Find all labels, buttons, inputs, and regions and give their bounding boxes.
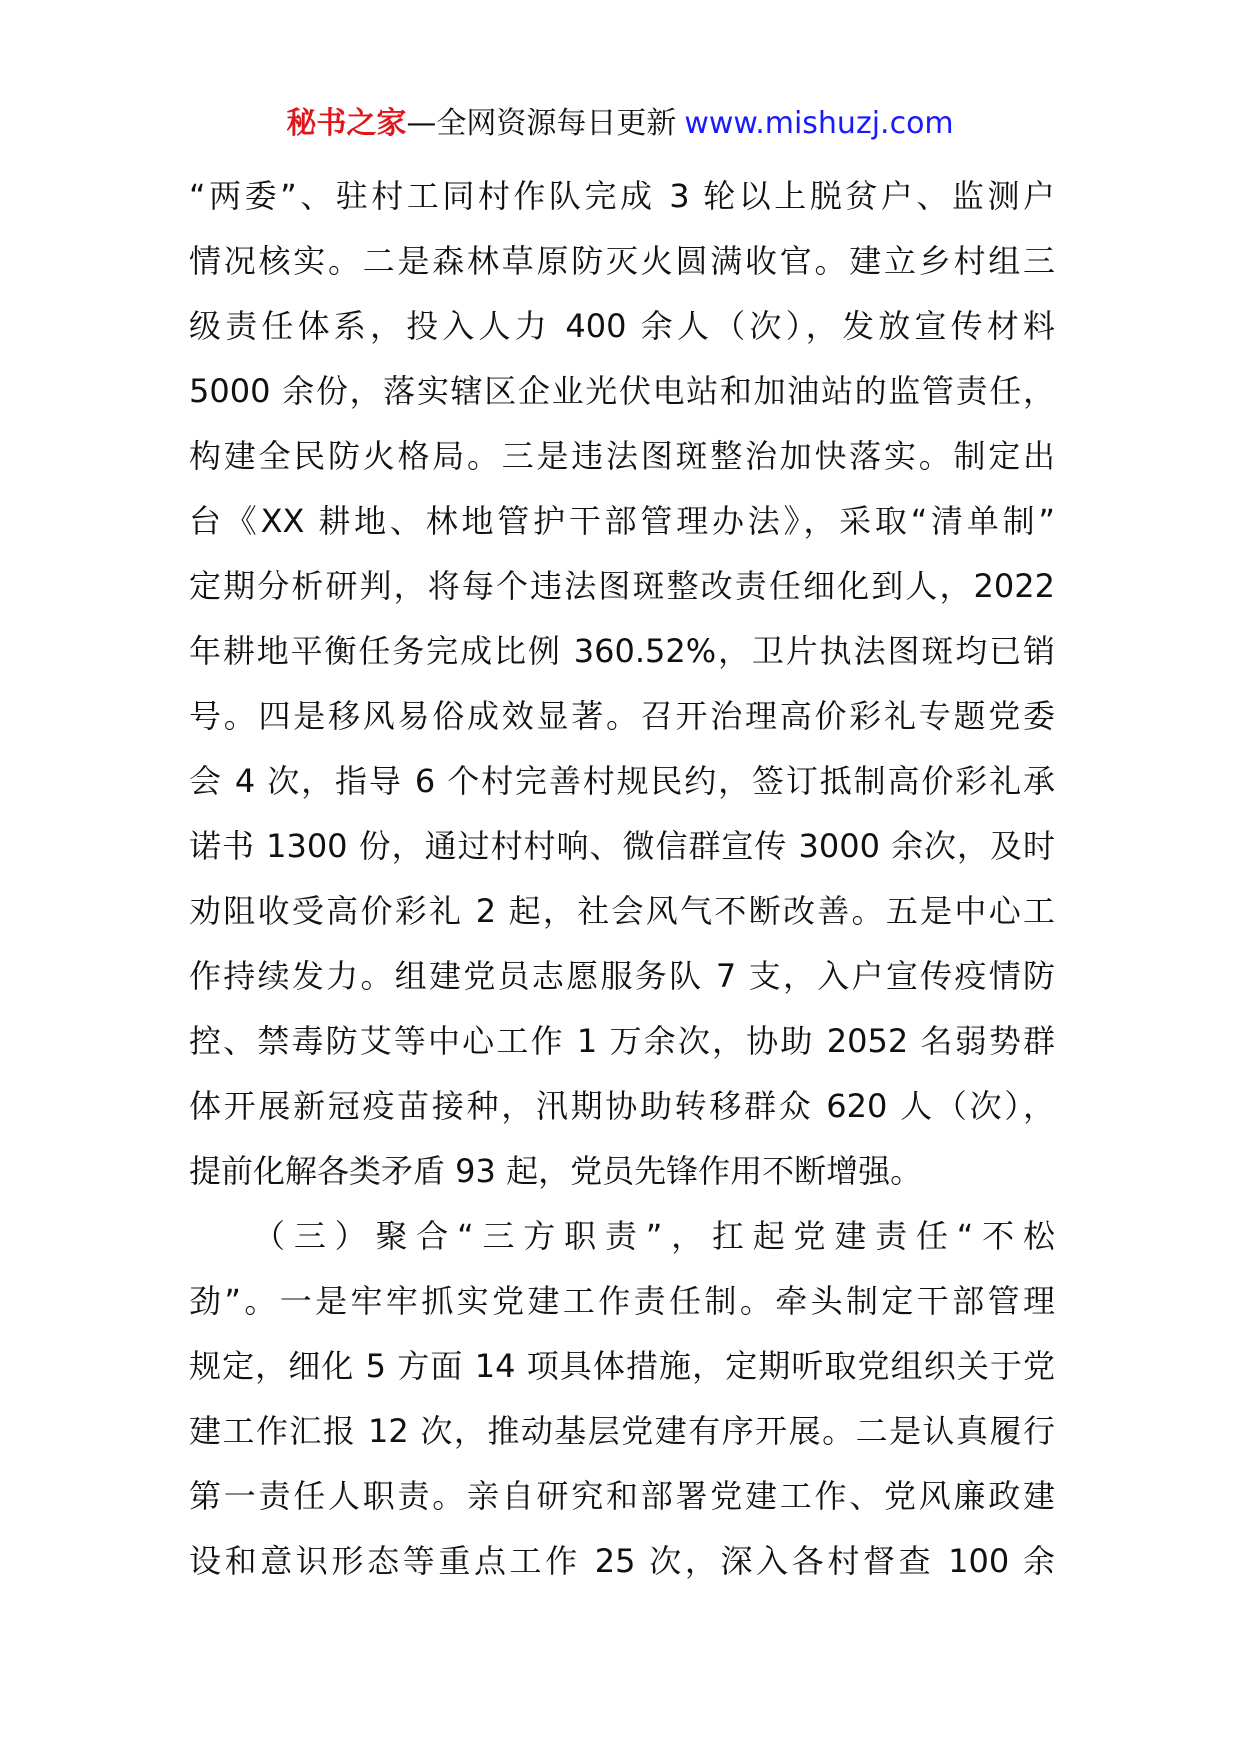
text-line: 控、禁毒防艾等中心工作 1 万余次，协助 2052 名弱势群 [189, 1022, 1055, 1060]
paragraph-2 [189, 1204, 1055, 1594]
text-line: 级责任体系，投入人力 400 余人（次），发放宣传材料 [189, 307, 1055, 345]
section-heading-line: （三）聚合“三方职责”，扛起党建责任“不松 [253, 1217, 1055, 1255]
text-line: “两委”、驻村工同村作队完成 3 轮以上脱贫户、监测户 [189, 177, 1055, 215]
paragraph-1 [189, 164, 1055, 1204]
text-line: 劝阻收受高价彩礼 2 起，社会风气不断改善。五是中心工 [189, 892, 1055, 930]
text-line: 设和意识形态等重点工作 25 次，深入各村督查 100 余 [189, 1542, 1055, 1580]
site-url-link[interactable]: www.mishuzj.com [684, 106, 954, 141]
page-header [0, 102, 1240, 146]
text-line: 情况核实。二是森林草原防灭火圆满收官。建立乡村组三 [189, 242, 1055, 280]
text-line: 号。四是移风易俗成效显著。召开治理高价彩礼专题党委 [189, 697, 1055, 735]
document-body [189, 164, 1055, 1594]
text-line: 会 4 次，指导 6 个村完善村规民约，签订抵制高价彩礼承 [189, 762, 1055, 800]
text-line: 规定，细化 5 方面 14 项具体措施，定期听取党组织关于党 [189, 1347, 1055, 1385]
text-line: 体开展新冠疫苗接种，汛期协助转移群众 620 人（次）， [189, 1087, 1055, 1125]
text-line: 定期分析研判，将每个违法图斑整改责任细化到人，2022 [189, 567, 1055, 605]
text-line: 5000 余份，落实辖区企业光伏电站和加油站的监管责任， [189, 372, 1055, 410]
text-line: 构建全民防火格局。三是违法图斑整治加快落实。制定出 [189, 437, 1055, 475]
header-tagline: —全网资源每日更新 [406, 106, 677, 141]
text-line: 诺书 1300 份，通过村村响、微信群宣传 3000 余次，及时 [189, 827, 1055, 865]
text-line: 作持续发力。组建党员志愿服务队 7 支，入户宣传疫情防 [189, 957, 1055, 995]
brand-name: 秘书之家 [286, 106, 407, 141]
text-line: 建工作汇报 12 次，推动基层党建有序开展。二是认真履行 [189, 1412, 1055, 1450]
text-line: 年耕地平衡任务完成比例 360.52%，卫片执法图斑均已销 [189, 632, 1055, 670]
text-line: 第一责任人职责。亲自研究和部署党建工作、党风廉政建 [189, 1477, 1055, 1515]
text-line: 提前化解各类矛盾 93 起，党员先锋作用不断增强。 [189, 1152, 923, 1190]
text-line: 劲”。一是牢牢抓实党建工作责任制。牵头制定干部管理 [189, 1282, 1055, 1320]
text-line: 台《XX 耕地、林地管护干部管理办法》，采取“清单制” [189, 502, 1055, 540]
